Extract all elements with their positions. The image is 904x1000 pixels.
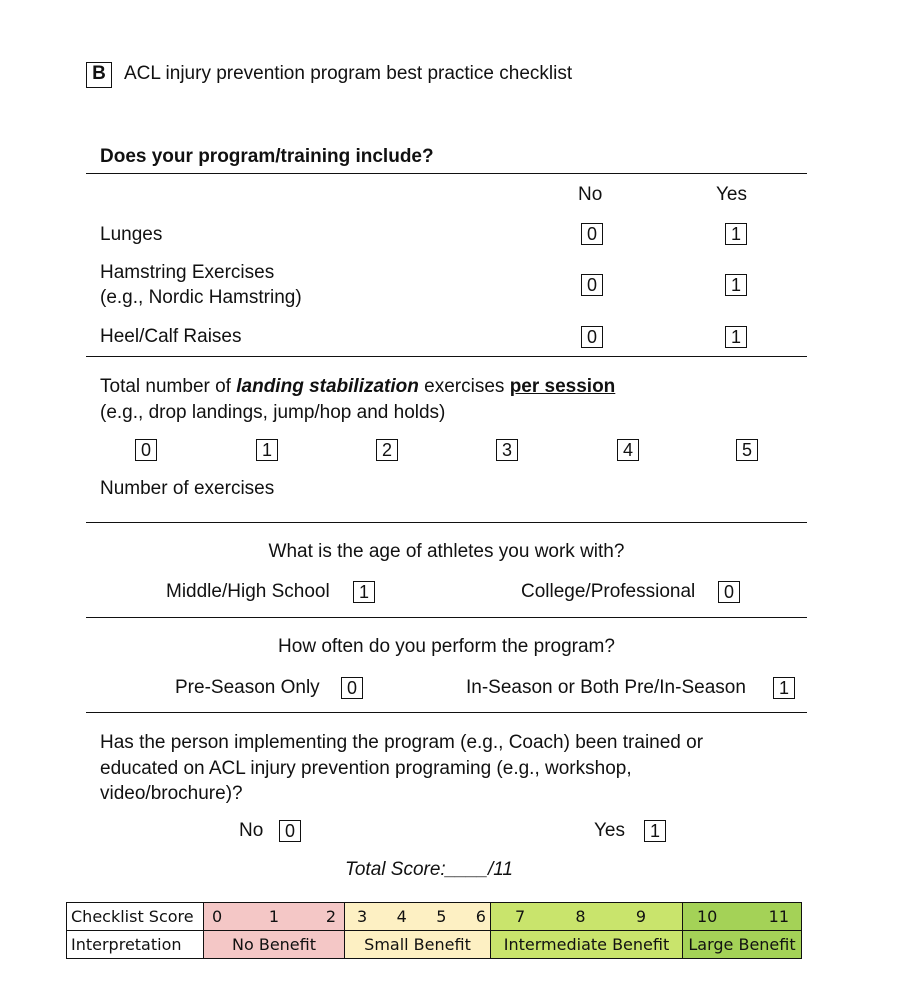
score-number: 10 <box>697 907 718 926</box>
frequency-question: How often do you perform the program? <box>278 636 615 657</box>
score-cell-small-benefit <box>345 903 491 931</box>
divider <box>86 356 807 357</box>
lunges-no-box[interactable]: 0 <box>581 223 603 245</box>
divider <box>86 712 807 713</box>
age-opt2-box[interactable]: 0 <box>718 581 740 603</box>
landing-per-session: per session <box>509 376 616 397</box>
landing-option-4[interactable]: 4 <box>617 439 639 461</box>
score-number: 1 <box>268 907 280 926</box>
interpretation-large-benefit: Large Benefit <box>683 931 802 959</box>
landing-subtitle: (e.g., drop landings, jump/hop and holds) <box>100 402 446 423</box>
landing-footer: Number of exercises <box>100 478 275 499</box>
trained-question-line1: Has the person implementing the program (e.g., Coach) been trained or <box>100 732 704 753</box>
frequency-opt2-label: In-Season or Both Pre/In-Season <box>466 677 746 698</box>
score-number: 2 <box>325 907 336 926</box>
score-number: 5 <box>436 907 447 926</box>
score-number: 9 <box>635 907 646 926</box>
score-interpretation-table <box>66 902 802 959</box>
landing-option-3[interactable]: 3 <box>496 439 518 461</box>
interpretation-intermediate-benefit: Intermediate Benefit <box>491 931 683 959</box>
age-opt2-label: College/Professional <box>521 581 696 602</box>
section-badge: B <box>86 62 112 88</box>
row-label-hamstring: Hamstring Exercises <box>100 262 275 283</box>
include-heading: Does your program/training include? <box>100 146 434 167</box>
row-header-score: Checklist Score <box>67 903 204 931</box>
score-number: 4 <box>396 907 407 926</box>
hamstring-no-box[interactable]: 0 <box>581 274 603 296</box>
score-cell-intermediate-benefit <box>491 903 683 931</box>
divider <box>86 522 807 523</box>
row-label-heel-calf: Heel/Calf Raises <box>100 326 242 347</box>
score-number: 8 <box>575 907 586 926</box>
frequency-opt2-box[interactable]: 1 <box>773 677 795 699</box>
score-number: 7 <box>515 907 526 926</box>
trained-question-line3: video/brochure)? <box>100 783 243 804</box>
landing-option-2[interactable]: 2 <box>376 439 398 461</box>
score-cell-large-benefit <box>683 903 802 931</box>
table-row <box>67 903 802 931</box>
row-sublabel-hamstring: (e.g., Nordic Hamstring) <box>100 287 302 308</box>
trained-yes-label: Yes <box>594 820 625 841</box>
heel-calf-yes-box[interactable]: 1 <box>725 326 747 348</box>
interpretation-no-benefit: No Benefit <box>204 931 345 959</box>
landing-option-5[interactable]: 5 <box>736 439 758 461</box>
frequency-opt1-label: Pre-Season Only <box>175 677 320 698</box>
trained-yes-box[interactable]: 1 <box>644 820 666 842</box>
trained-no-box[interactable]: 0 <box>279 820 301 842</box>
landing-option-0[interactable]: 0 <box>135 439 157 461</box>
divider <box>86 617 807 618</box>
age-opt1-box[interactable]: 1 <box>353 581 375 603</box>
age-opt1-label: Middle/High School <box>166 581 330 602</box>
landing-question <box>100 376 615 398</box>
score-number: 3 <box>357 907 368 926</box>
heel-calf-no-box[interactable]: 0 <box>581 326 603 348</box>
age-question: What is the age of athletes you work with? <box>268 541 625 562</box>
score-cell-no-benefit <box>204 903 345 931</box>
trained-no-label: No <box>239 820 264 841</box>
total-score: Total Score:____/11 <box>345 859 513 880</box>
divider <box>86 173 807 174</box>
score-number: 6 <box>475 907 486 926</box>
col-yes-header: Yes <box>716 184 747 205</box>
score-number: 0 <box>212 907 223 926</box>
landing-middle: exercises <box>418 376 510 397</box>
frequency-opt1-box[interactable]: 0 <box>341 677 363 699</box>
hamstring-yes-box[interactable]: 1 <box>725 274 747 296</box>
interpretation-small-benefit: Small Benefit <box>345 931 491 959</box>
trained-question-line2: educated on ACL injury prevention programing (e.g., workshop, <box>100 758 632 779</box>
score-number: 11 <box>768 907 789 926</box>
landing-emph: landing stabilization <box>236 376 419 397</box>
row-header-interpretation: Interpretation <box>67 931 204 959</box>
landing-option-1[interactable]: 1 <box>256 439 278 461</box>
lunges-yes-box[interactable]: 1 <box>725 223 747 245</box>
checklist-title: ACL injury prevention program best practice checklist <box>124 63 573 84</box>
row-label-lunges: Lunges <box>100 224 163 245</box>
col-no-header: No <box>578 184 603 205</box>
landing-prefix: Total number of <box>100 376 237 397</box>
table-row <box>67 931 802 959</box>
